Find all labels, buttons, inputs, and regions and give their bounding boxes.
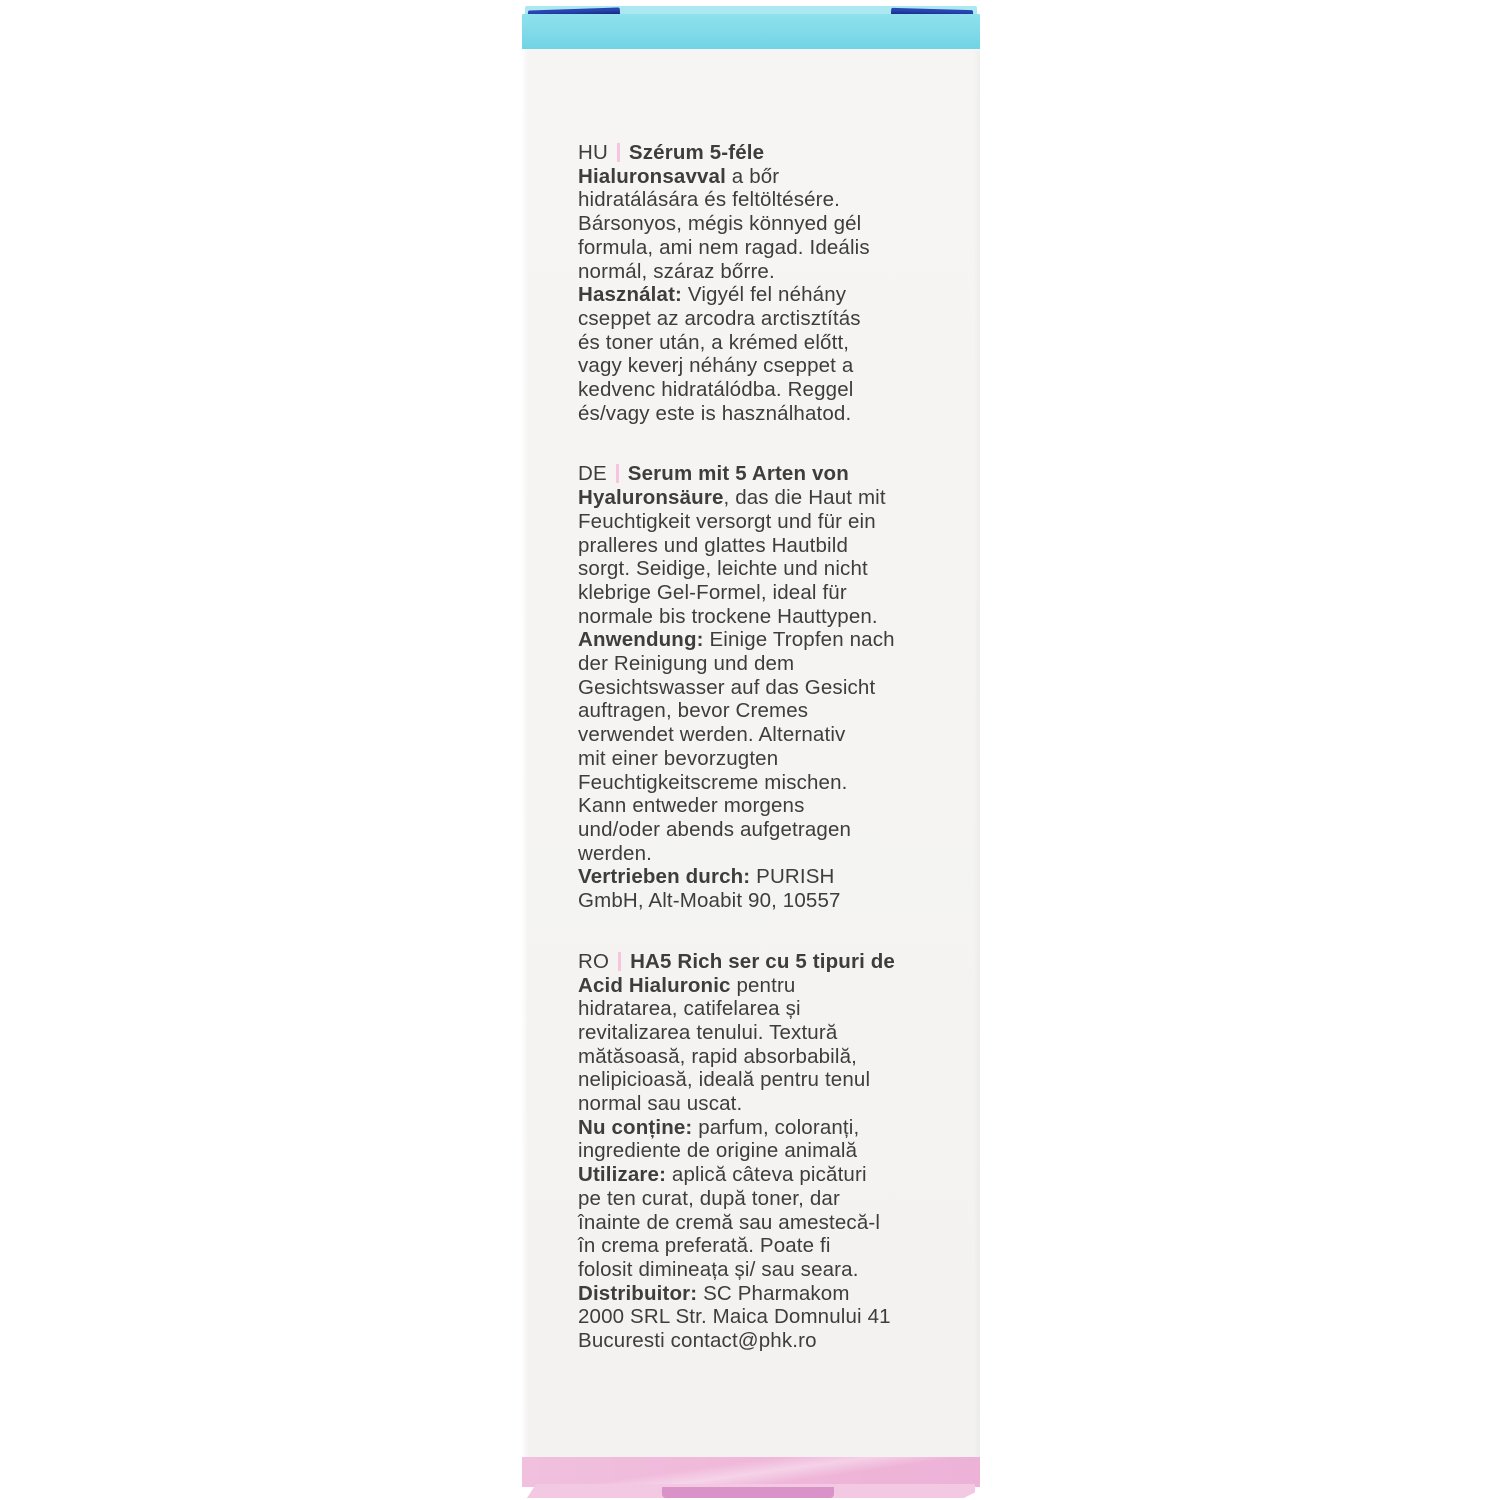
text-segment: pralleres und glattes Hautbild [578, 533, 849, 557]
text-segment-bold: Acid Hialuronic [578, 973, 731, 997]
text-segment: der Reinigung und dem [578, 652, 795, 676]
text-segment: Einige Tropfen nach [703, 628, 895, 652]
text-line [578, 1092, 958, 1116]
text-line [578, 260, 958, 284]
text-line [578, 486, 958, 510]
text-segment: înainte de cremă sau amestecă-l [578, 1210, 881, 1234]
text-segment: vagy keverj néhány cseppet a [578, 354, 854, 378]
text-segment-bold: Vertrieben durch: [578, 865, 751, 889]
text-segment: DE [578, 462, 607, 486]
text-segment: SC Pharmakom [697, 1281, 850, 1305]
text-line [578, 283, 958, 307]
text-segment: normál, száraz bőrre. [578, 259, 775, 283]
text-line [578, 236, 958, 260]
text-segment-bold: Hyaluronsäure [578, 486, 724, 510]
text-segment: revitalizarea tenului. Textură [578, 1020, 838, 1044]
text-segment: sorgt. Seidige, leichte und nicht [578, 557, 868, 581]
text-line [578, 818, 958, 842]
text-line [578, 1258, 958, 1282]
text-segment: pentru [730, 973, 796, 997]
text-segment: és/vagy este is használhatod. [578, 401, 852, 425]
text-segment: PURISH [750, 865, 835, 889]
packaging-box [522, 6, 980, 1498]
text-line [578, 557, 958, 581]
text-segment: parfum, coloranți, [692, 1115, 860, 1139]
text-line [578, 188, 958, 212]
text-line [578, 605, 958, 629]
text-line [578, 723, 958, 747]
text-line [578, 794, 958, 818]
text-segment-bold: Szérum 5-féle [628, 141, 765, 164]
text-segment: Feuchtigkeitscreme mischen. [578, 770, 848, 794]
text-line [578, 1068, 958, 1092]
text-section-ro [578, 950, 958, 1353]
text-segment: cseppet az arcodra arctisztítás [578, 306, 861, 330]
text-segment: în crema preferată. Poate fi [578, 1234, 831, 1258]
lid-cyan-band [522, 14, 980, 51]
text-line [578, 331, 958, 355]
text-segment: folosit dimineața și/ sau seara. [578, 1257, 859, 1281]
text-segment: und/oder abends aufgetragen [578, 817, 852, 841]
text-segment: Kann entweder morgens [578, 794, 805, 818]
text-segment: hidratálására és feltöltésére. [578, 188, 841, 212]
text-segment-bold: Nu conține: [578, 1115, 693, 1139]
text-line [578, 1211, 958, 1235]
text-segment: Bucuresti contact@phk.ro [578, 1329, 817, 1353]
text-segment: Gesichtswasser auf das Gesicht [578, 675, 876, 699]
text-line [578, 510, 958, 534]
text-line [578, 652, 958, 676]
text-line [578, 1305, 958, 1329]
language-separator-bar-icon [617, 143, 620, 162]
text-line [578, 1187, 958, 1211]
text-line [578, 1329, 958, 1353]
text-segment: Feuchtigkeit versorgt und für ein [578, 509, 876, 533]
text-line [578, 141, 958, 165]
text-segment-bold: Használat: [578, 283, 683, 307]
text-line [578, 628, 958, 652]
text-line [578, 354, 958, 378]
text-line [578, 307, 958, 331]
text-segment: ingrediente de origine animală [578, 1139, 858, 1163]
language-separator-bar-icon [618, 952, 621, 971]
text-segment: aplică câteva picături [666, 1163, 867, 1187]
text-segment: és toner után, a krémed előtt, [578, 330, 850, 354]
text-segment: verwendet werden. Alternativ [578, 723, 846, 747]
text-segment: Bársonyos, mégis könnyed gél [578, 212, 862, 236]
text-segment: , das die Haut mit [723, 486, 886, 510]
text-segment-bold: Anwendung: [578, 628, 704, 652]
text-line [578, 212, 958, 236]
text-line [578, 699, 958, 723]
text-line [578, 1116, 958, 1140]
text-segment: hidratarea, catifelarea și [578, 997, 801, 1021]
text-segment-bold: HA5 Rich ser cu 5 tipuri de [630, 949, 895, 973]
text-line [578, 997, 958, 1021]
text-line [578, 165, 958, 189]
text-segment: klebrige Gel-Formel, ideal für [578, 580, 847, 604]
text-segment: formula, ami nem ragad. Ideális [578, 235, 870, 259]
box-front-panel [522, 49, 980, 1463]
text-segment: mit einer bevorzugten [578, 746, 779, 770]
text-line [578, 1234, 958, 1258]
base-pink-tab [662, 1487, 834, 1498]
text-section-hu [578, 141, 958, 425]
text-segment: werden. [578, 841, 652, 865]
text-segment: a bőr [725, 164, 780, 188]
text-segment: auftragen, bevor Cremes [578, 699, 809, 723]
text-line [578, 974, 958, 998]
text-line [578, 462, 958, 486]
text-line [578, 1045, 958, 1069]
text-segment: mătăsoasă, rapid absorbabilă, [578, 1044, 857, 1068]
text-line [578, 1163, 958, 1187]
text-segment: kedvenc hidratálódba. Reggel [578, 378, 854, 402]
text-segment: Vigyél fel néhány [682, 283, 847, 307]
language-separator-bar-icon [616, 464, 619, 483]
text-segment: nelipicioasă, ideală pentru tenul [578, 1068, 871, 1092]
text-segment-bold: Distribuitor: [578, 1281, 698, 1305]
text-segment: normal sau uscat. [578, 1092, 743, 1116]
text-segment: 2000 SRL Str. Maica Domnului 41 [578, 1305, 891, 1329]
text-line [578, 747, 958, 771]
text-segment-bold: Hialuronsavval [578, 164, 726, 188]
text-line [578, 950, 958, 974]
text-line [578, 676, 958, 700]
text-line [578, 378, 958, 402]
text-segment: GmbH, Alt-Moabit 90, 10557 [578, 889, 841, 913]
text-segment: normale bis trockene Hauttypen. [578, 604, 878, 628]
text-line [578, 1282, 958, 1306]
text-line [578, 402, 958, 426]
text-line [578, 581, 958, 605]
multilingual-text-panel [578, 141, 958, 1353]
text-segment: HU [578, 141, 608, 164]
text-segment: pe ten curat, după toner, dar [578, 1186, 840, 1210]
text-line [578, 771, 958, 795]
text-line [578, 842, 958, 866]
text-section-de [578, 462, 958, 912]
text-line [578, 889, 958, 913]
text-segment: RO [578, 949, 610, 973]
text-segment-bold: Serum mit 5 Arten von [627, 462, 849, 486]
text-line [578, 865, 958, 889]
base-pink-band [522, 1457, 980, 1487]
text-line [578, 1021, 958, 1045]
text-line [578, 534, 958, 558]
text-segment-bold: Utilizare: [578, 1163, 667, 1187]
text-line [578, 1139, 958, 1163]
